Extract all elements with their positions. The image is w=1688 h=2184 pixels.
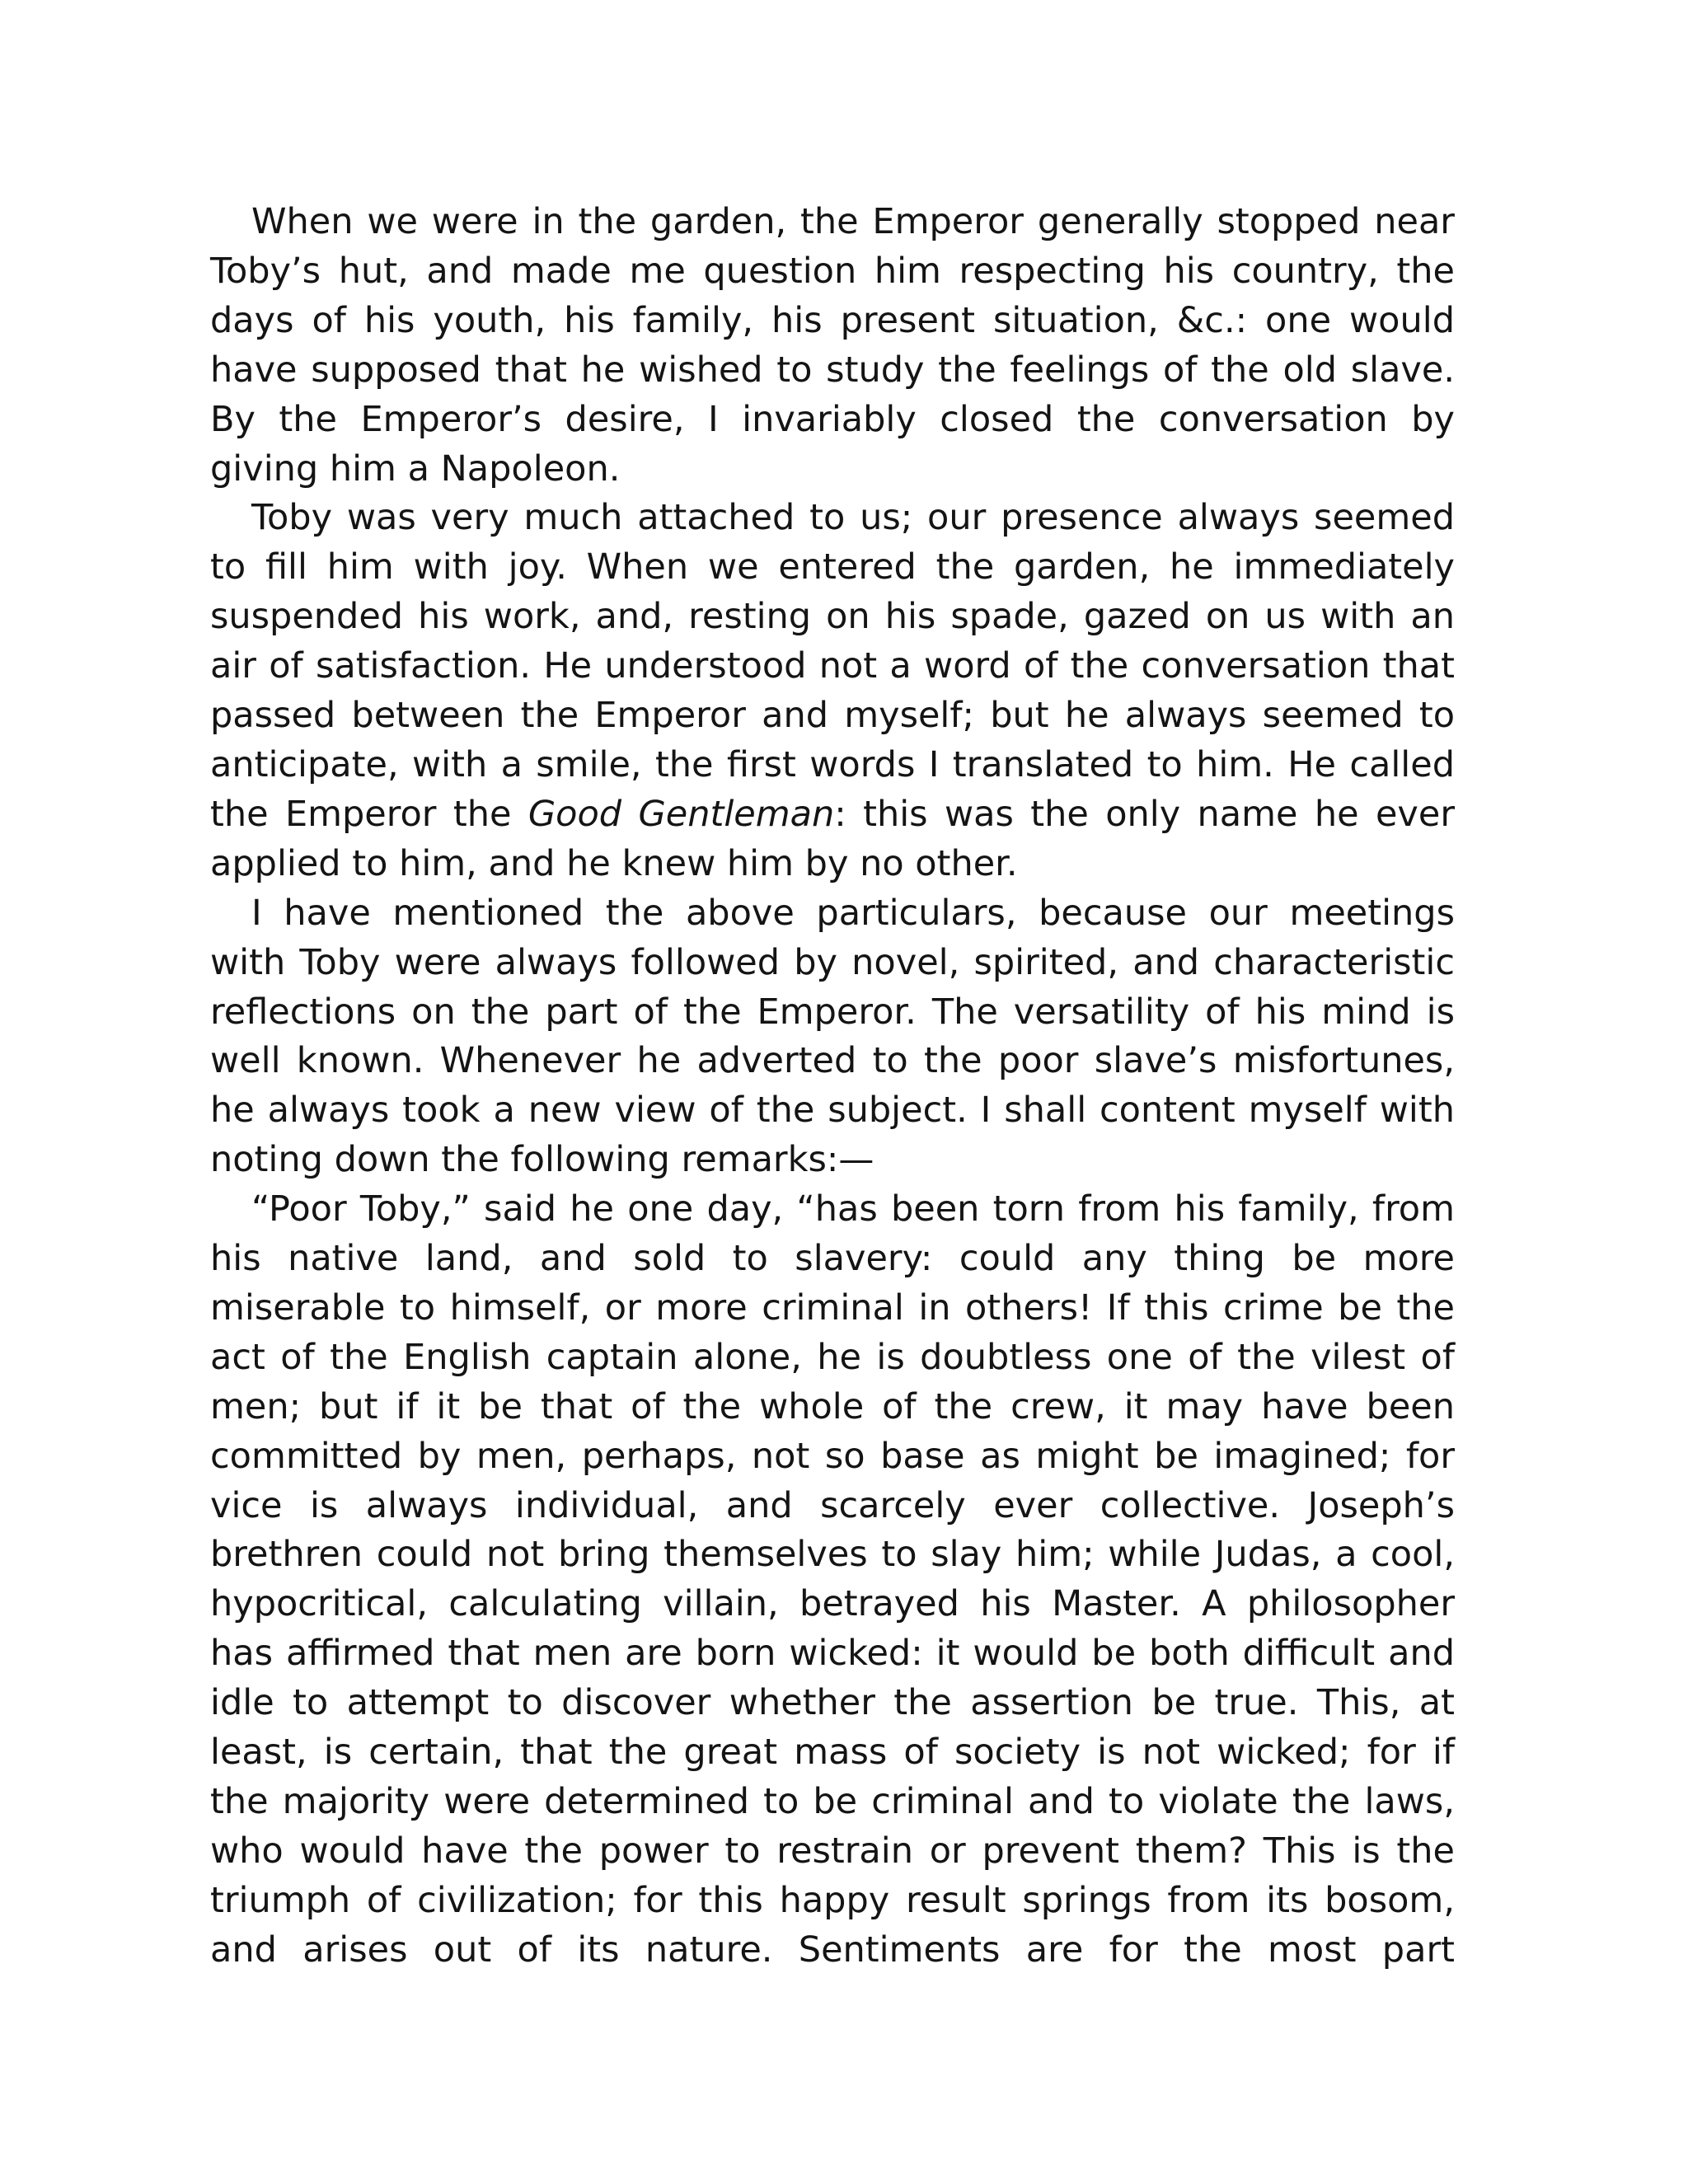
paragraph-2-text-after: : this was the only name he ever applied to him, and he knew him by no other. (210, 793, 1456, 884)
paragraph-3: I have mentioned the above particulars, because our meetings with Toby were always followed by novel, spirited, and characteristic reflections on the part of the Emperor. The versatility of his mind is well known. Whenever he adverted to the poor slave’s misfortunes, he always took a new view of the subject. I shall content myself with noting down the following remarks:— (210, 892, 1455, 1181)
paragraph-4: “Poor Toby,” said he one day, “has been torn from his family, from his native land, and sold to slavery: could any thing be more miserable to himself, or more criminal in others! If this crime be the act of the English captain alone, he is doubtless one of the vilest of men; but if it be that of the whole of the crew, it may have been committed by men, perhaps, not so base as might be imagined; for vice is always individual, and scarcely ever collective. Joseph’s brethren could not bring themselves to slay him; while Judas, a cool, hypocritical, calculating villain, betrayed his Master. A philosopher has affirmed that men are born wicked: it would be both difficult and idle to attempt to discover whether the assertion be true. This, at least, is certain, that the great mass of society is not wicked; for if the majority were determined to be criminal and to violate the laws, who would have the power to restrain or prevent them? This is the triumph of civilization; for this happy result springs from its bosom, and arises out of its nature. Sentiments are for the most part (210, 1188, 1455, 1971)
page-body (210, 198, 1455, 1975)
paragraph-2-text-before: Toby was very much attached to us; our presence always seemed to fill him with joy. When we entered the garden, he immediately suspended his work, and, resting on his spade, gazed on us with an air of satisfaction. He understood not a word of the conversation that passed between the Emperor and myself; but he always seemed to anticipate, with a smile, the first words I translated to him. He called the Emperor the (210, 497, 1455, 835)
paragraph-2 (210, 494, 1455, 888)
paragraph-2-emphasis: Good Gentleman (528, 793, 835, 835)
paragraph-1: When we were in the garden, the Emperor generally stopped near Toby’s hut, and made me question him respecting his country, the days of his youth, his family, his present situation, &c.: one would have supposed that he wished to study the feelings of the old slave. By the Emperor’s desire, I invariably closed the conversation by giving him a Napoleon. (210, 201, 1455, 490)
